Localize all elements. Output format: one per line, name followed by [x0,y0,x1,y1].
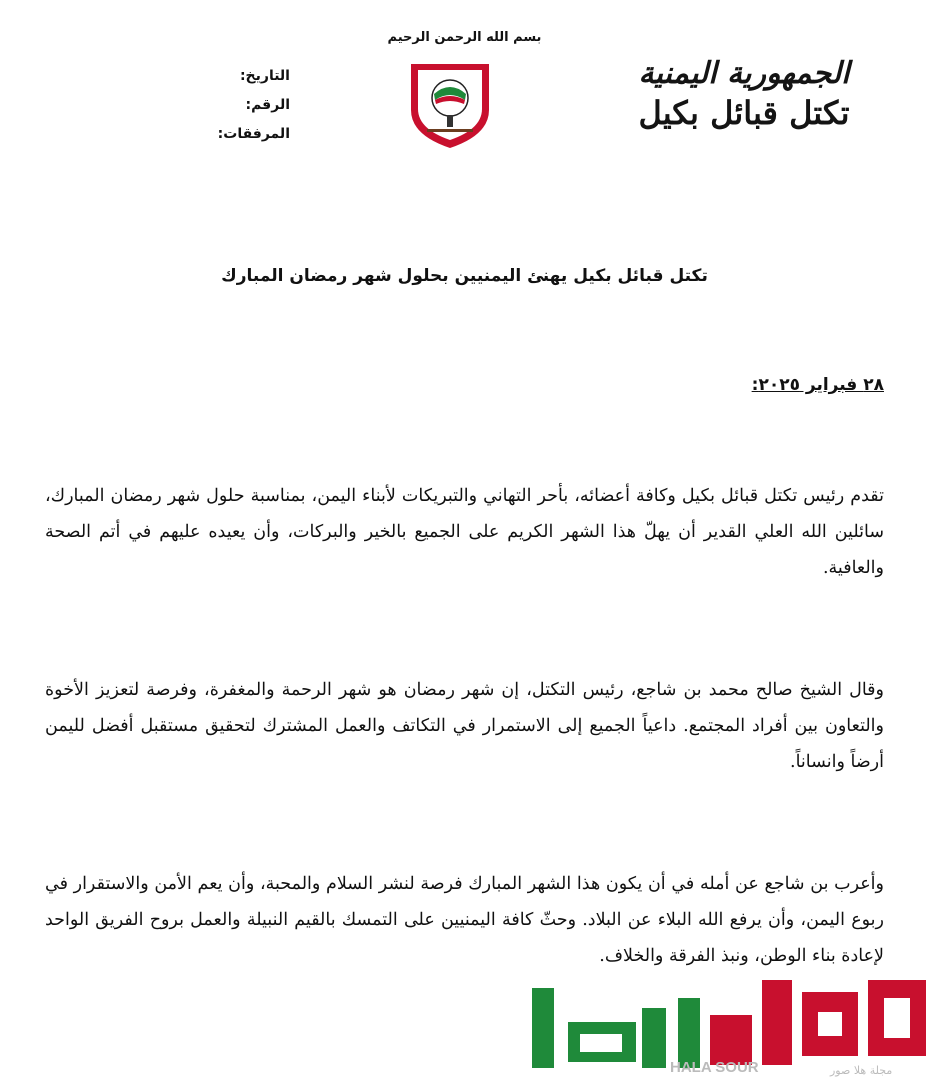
meta-attachments-label: المرفقات: [217,126,290,142]
hala-sour-watermark-logo [530,960,929,1080]
org-name: تكتل قبائل بكيل [638,94,850,132]
meta-number-label: الرقم: [245,97,290,113]
organization-header [614,55,874,133]
watermark-brand-en: HALA SOUR [670,1059,759,1076]
org-country: الجمهورية اليمنية [638,56,850,91]
paragraph-2: وقال الشيخ صالح محمد بن شاجع، رئيس التكتل، إن شهر رمضان هو شهر الرحمة والمغفرة، وفرصة لتعزيز الأخوة والتعاون بين أفراد المجتمع. داعياً الجميع إلى الاستمرار في التكاتف والعمل المشترك لتحقيق مستقبل أفضل لليمن أرضاً وانساناً. [45,680,884,772]
document-title: تكتل قبائل بكيل يهنئ اليمنيين بحلول شهر رمضان المبارك [221,266,708,286]
organization-logo-icon [407,60,493,150]
paragraph-1: تقدم رئيس تكتل قبائل بكيل وكافة أعضائه، بأحر التهاني والتبريكات لأبناء اليمن، بمناسبة حلول شهر رمضان المبارك، سائلين الله العلي القدير أن يهلّ هذا الشهر الكريم على الجميع بالخير والبركات، وأن يعيده عليهم في أتم الصحة والعافية. [45,486,884,578]
paragraph-3: وأعرب بن شاجع عن أمله في أن يكون هذا الشهر المبارك فرصة لنشر السلام والمحبة، وأن يعم الأمن والاستقرار في ربوع اليمن، وأن يرفع الله البلاء عن البلاد. وحثّ كافة اليمنيين على التمسك بالقيم النبيلة والعمل بروح الفريق الواحد لإعادة بناء الوطن، ونبذ الفرقة والخلاف. [45,874,884,966]
document-date: ٢٨ فبراير ٢٠٢٥: [751,375,884,395]
document-meta [150,62,290,149]
meta-date-label: التاريخ: [239,68,290,84]
basmala: بسم الله الرحمن الرحيم [387,30,542,45]
watermark-caption: مجلة هلا صور [830,1064,893,1077]
